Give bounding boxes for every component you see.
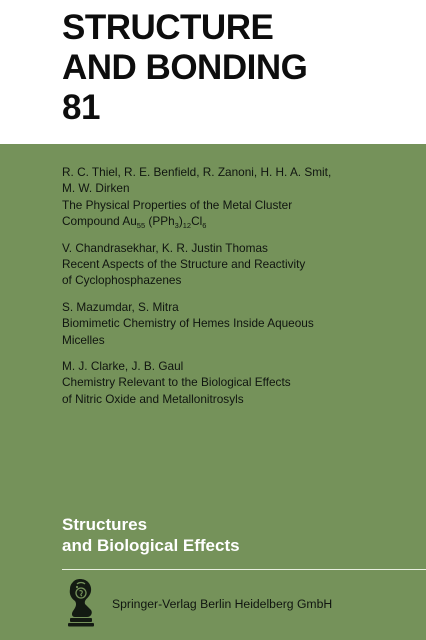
series-header: [0, 0, 426, 144]
series-title-line-1: STRUCTURE: [62, 8, 274, 47]
entry-title: Chemistry Relevant to the Biological Effects: [62, 375, 291, 390]
entry-authors: R. C. Thiel, R. E. Benfield, R. Zanoni, H. H. A. Smit,: [62, 165, 332, 179]
entry-authors: V. Chandrasekhar, K. R. Justin Thomas: [62, 240, 268, 255]
entry-authors: S. Mazumdar, S. Mitra: [62, 299, 179, 314]
publisher-name: Springer-Verlag Berlin Heidelberg GmbH: [112, 597, 333, 611]
volume-title-line-1: Structures: [62, 515, 148, 534]
series-title-line-2: AND BONDING: [62, 48, 308, 87]
entry-title-formula: Compound $Au_{55}$ $(PPh_3)_{12}Cl_6$: [62, 214, 207, 231]
volume-title-line-2: and Biological Effects: [62, 536, 240, 555]
cover-green-panel: [0, 144, 426, 640]
series-volume-number: 81: [62, 88, 100, 127]
contents-entry: [62, 240, 412, 289]
entry-title: of Cyclophosphazenes: [62, 273, 182, 288]
table-of-contents: [62, 164, 412, 417]
springer-knight-logo-icon: [64, 576, 100, 628]
entry-authors: M. W. Dirken: [62, 181, 130, 196]
entry-title: Recent Aspects of the Structure and Reactivity: [62, 257, 306, 272]
divider: [62, 569, 426, 570]
volume-title: [62, 514, 240, 556]
entry-title: Micelles: [62, 332, 105, 347]
series-title: [62, 8, 307, 128]
entry-authors: M. J. Clarke, J. B. Gaul: [62, 359, 184, 374]
contents-entry: [62, 164, 412, 230]
contents-entry: [62, 299, 412, 348]
entry-title: of Nitric Oxide and Metallonitrosyls: [62, 391, 244, 406]
contents-entry: [62, 358, 412, 407]
entry-title: The Physical Properties of the Metal Cluster: [62, 197, 293, 212]
entry-title: Biomimetic Chemistry of Hemes Inside Aqueous: [62, 316, 314, 331]
